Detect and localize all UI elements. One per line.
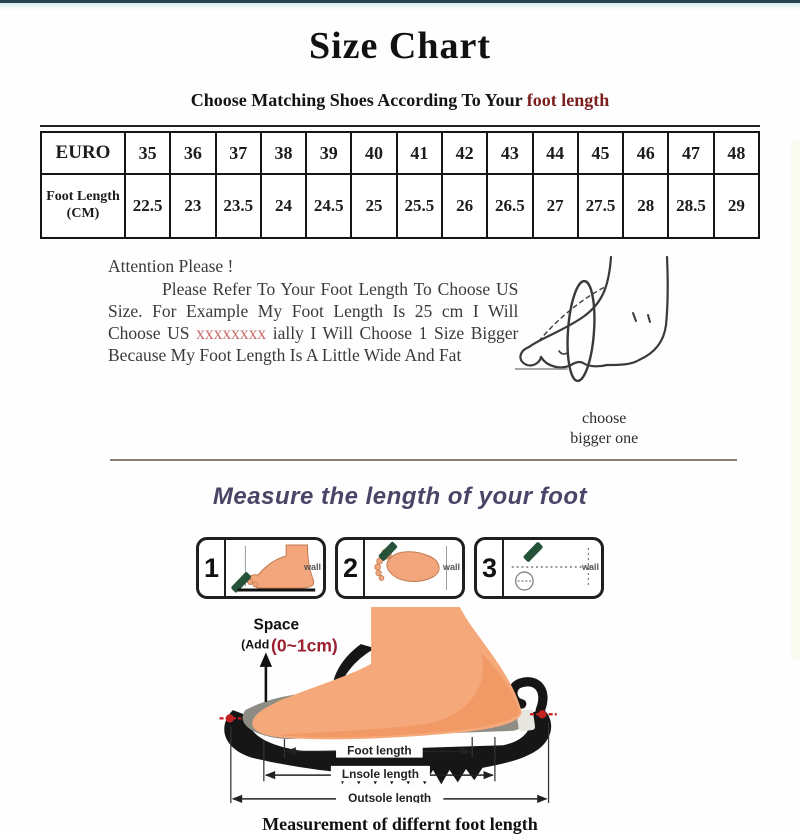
euro-size-cell: 45 <box>578 132 623 174</box>
attention-body-after: ially I Will Choose 1 Size Bigger Because My Foot Length Is A Little Wide And Fat <box>108 323 519 365</box>
foot-side-sketch-icon <box>515 255 693 395</box>
step-2-drawing <box>365 540 462 596</box>
attention-paragraph <box>108 278 518 366</box>
choose-note-line1: choose <box>581 410 627 427</box>
euro-size-cell: 36 <box>170 132 215 174</box>
shoe-measurement-diagram <box>214 607 586 808</box>
step-3-drawing <box>504 540 601 596</box>
wall-label: wall <box>581 562 599 572</box>
attention-redacted-text: xxxxxxxx <box>196 323 267 343</box>
measure-steps <box>0 537 800 599</box>
foot-sketch-figure <box>500 255 708 449</box>
foot-length-cell: 26.5 <box>487 174 532 238</box>
measure-step-3 <box>474 537 604 599</box>
size-table-section <box>40 125 760 239</box>
foot-length-cell: 25 <box>351 174 396 238</box>
attention-section <box>108 255 708 449</box>
subtitle <box>0 90 800 111</box>
euro-size-cell: 38 <box>261 132 306 174</box>
choose-note-line2: bigger one <box>570 430 639 447</box>
outsole-length-label: Outsole length <box>348 790 432 803</box>
euro-header: EURO <box>41 132 125 174</box>
attention-body-before: Please Refer To Your Foot Length To Choose US Size. For Example My Foot Length Is 25 cm I Will Choose US <box>108 279 519 343</box>
bottom-caption: Measurement of differnt foot length <box>262 814 538 834</box>
step-number: 3 <box>477 540 504 596</box>
foot-length-header: Foot Length (CM) <box>41 174 125 238</box>
euro-size-cell: 46 <box>623 132 668 174</box>
section-divider <box>110 459 737 461</box>
euro-size-cell: 41 <box>397 132 442 174</box>
attention-heading: Attention Please ! <box>108 256 234 276</box>
foot-length-cell: 29 <box>714 174 759 238</box>
foot-length-cell: 23 <box>170 174 215 238</box>
measure-heading: Measure the length of your foot <box>212 483 588 510</box>
insole-length-label: Lnsole length <box>341 767 419 782</box>
foot-length-cell: 23.5 <box>216 174 261 238</box>
add-range-label: (0~1cm) <box>271 635 338 656</box>
foot-length-cell: 22.5 <box>125 174 170 238</box>
foot-length-cell: 27.5 <box>578 174 623 238</box>
table-top-rule <box>40 125 760 127</box>
foot-length-cell: 26 <box>442 174 487 238</box>
measure-step-2 <box>335 537 465 599</box>
subtitle-highlight: foot length <box>526 90 610 110</box>
wall-label: wall <box>442 562 460 572</box>
space-label: Space <box>253 616 300 634</box>
euro-size-cell: 42 <box>442 132 487 174</box>
page-title: Size Chart <box>308 25 492 67</box>
shoe-measurement-illustration <box>214 607 586 803</box>
euro-size-cell: 44 <box>533 132 578 174</box>
outsole-length-dimension <box>232 790 548 803</box>
euro-size-cell: 39 <box>306 132 351 174</box>
foot-length-cell: 24 <box>261 174 306 238</box>
euro-size-cell: 43 <box>487 132 532 174</box>
subtitle-text: Choose Matching Shoes According To Your <box>190 90 527 110</box>
toe-end-marker-icon <box>226 714 234 722</box>
top-fade <box>0 3 800 10</box>
table-row-euro <box>41 132 759 174</box>
foot-length-label: Foot length <box>347 743 412 758</box>
foot-length-cell: 28 <box>623 174 668 238</box>
step-number: 2 <box>338 540 365 596</box>
euro-size-cell: 47 <box>668 132 713 174</box>
wall-label: wall <box>303 562 321 572</box>
euro-size-cell: 40 <box>351 132 396 174</box>
measure-step-1 <box>196 537 326 599</box>
euro-size-cell: 37 <box>216 132 261 174</box>
table-row-foot-length <box>41 174 759 238</box>
step-number: 1 <box>199 540 226 596</box>
heel-end-marker-icon <box>538 710 546 718</box>
foot-length-cell: 27 <box>533 174 578 238</box>
euro-size-cell: 35 <box>125 132 170 174</box>
foot-length-cell: 25.5 <box>397 174 442 238</box>
foot-length-cell: 24.5 <box>306 174 351 238</box>
euro-size-cell: 48 <box>714 132 759 174</box>
foot-length-cell: 28.5 <box>668 174 713 238</box>
size-table <box>40 131 760 239</box>
attention-text <box>108 255 518 449</box>
step-1-drawing <box>226 540 323 596</box>
add-label: (Add <box>241 637 270 652</box>
choose-bigger-note <box>500 409 708 449</box>
